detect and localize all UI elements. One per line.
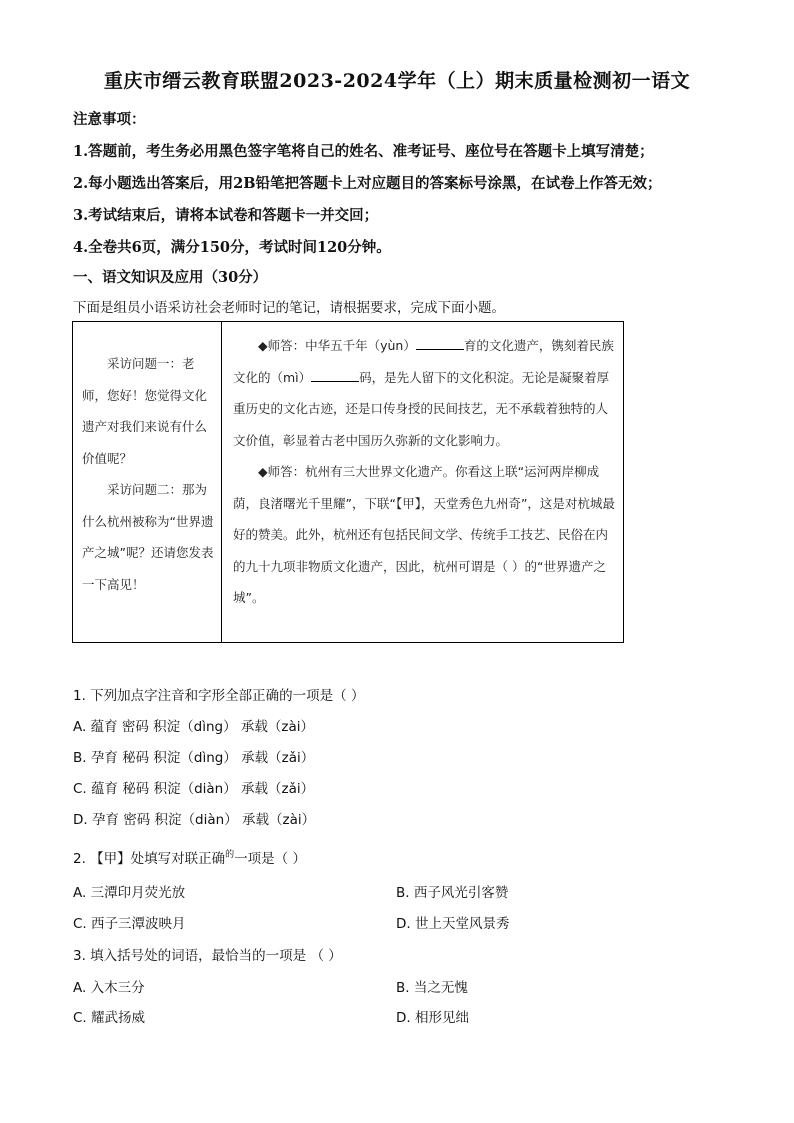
question-1-option-a: A. 蕴育 密码 积淀（dìng） 承载（zài）	[73, 719, 315, 735]
question-1-option-b: B. 孕育 秘码 积淀（dìng） 承载（zǎi）	[73, 750, 315, 766]
question-2-stem: 2. 【甲】处填写对联正确$^的$一项是（ ）	[73, 850, 306, 867]
teacher-answer-2: ◆师答：杭州有三大世界文化遗产。你看这上联“运河两岸柳成荫，良渚曙光千里耀”，下联“【甲】，天堂秀色九州奇”，这是对杭城最好的赞美。此外，杭州还有包括民间文学、传统手工技艺、民俗在内的九十九项非物质文化遗产，因此，杭州可谓是（ ）的“世界遗产之城”。	[233, 464, 615, 605]
interview-question-1: 采访问题一：老师，您好！您觉得文化遗产对我们来说有什么价值呢？	[82, 356, 208, 466]
question-3-option-c: C. 耀武扬威	[73, 1010, 146, 1026]
fill-blank-2	[311, 367, 359, 382]
question-3-option-b: B. 当之无愧	[396, 980, 468, 996]
question-2-option-a: A. 三潭印月荧光放	[73, 885, 186, 901]
section-intro: 下面是组员小语采访社会老师时记的笔记，请根据要求，完成下面小题。	[73, 300, 505, 316]
teacher-answers-cell	[233, 330, 615, 614]
question-2-option-b: B. 西子风光引客赞	[396, 885, 509, 901]
question-2-option-d: D. 世上天堂风景秀	[396, 916, 510, 932]
question-3-option-a: A. 入木三分	[73, 980, 145, 996]
notice-item-2: 2.每小题选出答案后，用2B铅笔把答题卡上对应题目的答案标号涂黑，在试卷上作答无效；	[73, 175, 662, 192]
interview-question-2: 采访问题二：那为什么杭州被称为“世界遗产之城”呢？还请您发表一下高见！	[82, 482, 214, 592]
page-title: 重庆市缙云教育联盟2023-2024学年（上）期末质量检测初一语文	[103, 70, 691, 92]
question-3-option-d: D. 相形见绌	[396, 1010, 469, 1026]
question-3-stem: 3. 填入括号处的词语，最恰当的一项是 （ ）	[73, 948, 342, 964]
notice-item-4: 4.全卷共6页，满分150分，考试时间120分钟。	[73, 239, 391, 256]
question-2-option-c: C. 西子三潭波映月	[73, 916, 186, 932]
question-1-option-d: D. 孕育 密码 积淀（diàn） 承载（zài）	[73, 812, 316, 828]
interview-notes-table	[72, 321, 624, 643]
notice-item-3: 3.考试结束后，请将本试卷和答题卡一并交回；	[73, 207, 379, 224]
question-1-stem: 1. 下列加点字注音和字形全部正确的一项是（ ）	[73, 688, 365, 704]
notice-heading: 注意事项：	[73, 111, 146, 128]
interview-questions-cell	[82, 348, 214, 600]
notice-item-1: 1.答题前，考生务必用黑色签字笔将自己的姓名、准考证号、座位号在答题卡上填写清楚；	[73, 143, 654, 160]
table-divider	[221, 322, 222, 642]
question-1-option-c: C. 蕴育 秘码 积淀（diàn） 承载（zǎi）	[73, 781, 315, 797]
teacher-answer-1: ◆师答：中华五千年（yùn） 育的文化遗产，镌刻着民族文化的（mì） 码，是先人留下的文化积淀。无论是凝聚着厚重历史的文化古迹，还是口传身授的民间技艺，无不承载着独特的人文价值，彰显着古老中国历久弥新的文化影响力。	[233, 330, 615, 456]
section-heading: 一、语文知识及应用（30分）	[73, 269, 268, 286]
fill-blank-1	[416, 335, 464, 350]
